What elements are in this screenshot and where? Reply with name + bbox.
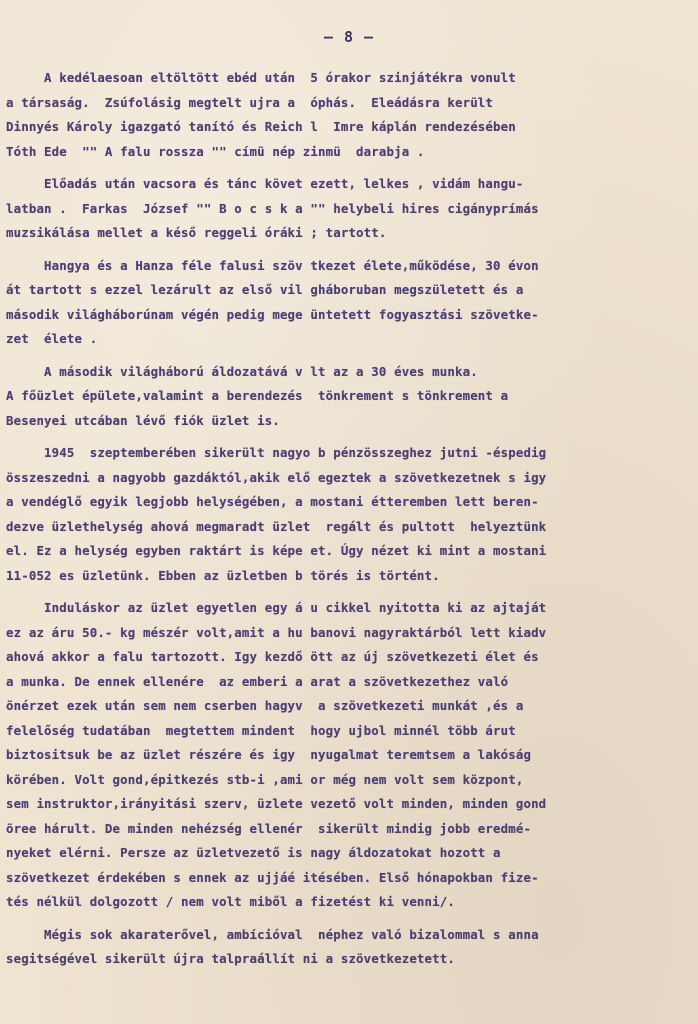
text-line: segitségével sikerült újra talpraállít ni a szövetkezetett. [6, 951, 455, 966]
page-number: — 8 — [323, 28, 375, 46]
paragraph [6, 254, 696, 352]
paragraph [6, 596, 696, 915]
text-line: Dinnyés Károly igazgató tanító és Reich l Imre káplán rendezésében [6, 119, 516, 134]
text-line: tés nélkül dolgozott / nem volt miből a fizetést ki venni/. [6, 894, 455, 909]
text-line: dezve üzlethelység ahová megmaradt üzlet regált és pultott helyeztünk [6, 518, 547, 534]
text-line: Tóth Ede "" A falu rossza "" címü nép zinmü darabja . [6, 143, 425, 159]
text-line: A kedélaesoan eltöltött ebéd után 5 órakor szinjátékra vonult [6, 70, 516, 85]
text-line: 11-052 es üzletünk. Ebben az üzletben b törés is történt. [6, 567, 440, 583]
text-line: nyeket elérni. Persze az üzletvezető is nagy áldozatokat hozott a [6, 845, 501, 860]
body-text [6, 66, 696, 972]
paragraph [6, 360, 696, 434]
text-line: Hangya és a Hanza féle falusi szöv tkezet élete,működése, 30 évon [6, 257, 539, 273]
paragraph [6, 441, 696, 588]
text-line: öree hárult. De minden nehézség ellenér sikerült mindig jobb eredmé- [6, 820, 532, 836]
text-line: át tartott s ezzel lezárult az első vil gháboruban megszületett és a [6, 282, 524, 297]
text-line: a társaság. Zsúfolásig megtelt ujra a óphás. Eleádásra került [6, 94, 494, 110]
text-line: körében. Volt gond,épitkezés stb-i ,ami or még nem volt sem központ, [6, 771, 524, 787]
text-line: második világháborúnam végén pedig mege üntetett fogyasztási szövetke- [6, 306, 539, 322]
text-line: sem instruktor,irányitási szerv, üzlete vezető volt minden, minden gond [6, 796, 547, 811]
text-line: felelőség tudatában megtettem mindent hogy ujbol minnél több árut [6, 722, 516, 738]
text-line: biztositsuk be az üzlet részére és igy nyugalmat teremtsem a lakóság [6, 747, 532, 762]
text-line: szövetkezet érdekében s ennek az ujjáé itésében. Első hónapokban fize- [6, 869, 539, 885]
text-line: Előadás után vacsora és tánc követ ezett, lelkes , vidám hangu- [6, 176, 524, 191]
text-line: Besenyei utcában lévő fiók üzlet is. [6, 412, 280, 428]
text-line: zet élete . [6, 331, 98, 346]
paragraph [6, 66, 696, 164]
text-line: a munka. De ennek ellenére az emberi a arat a szövetkezethez való [6, 673, 509, 689]
text-line: Induláskor az üzlet egyetlen egy á u cikkel nyitotta ki az ajtaját [6, 600, 547, 615]
text-line: el. Ez a helység egyben raktárt is képe et. Úgy nézet ki mint a mostani [6, 543, 547, 558]
text-line: A második világháború áldozatává v lt az a 30 éves munka. [6, 363, 478, 379]
paragraph [6, 172, 696, 246]
text-line: 1945 szeptemberében sikerült nagyo b pénzösszeghez jutni -éspedig [6, 445, 547, 460]
text-line: önérzet ezek után sem nem cserben hagyv a szövetkezeti munkát ,és a [6, 698, 524, 713]
text-line: ahová akkor a falu tartozott. Igy kezdő ött az új szövetkezeti élet és [6, 649, 539, 664]
text-line: A főüzlet épülete,valamint a berendezés tönkrement s tönkrement a [6, 388, 509, 403]
text-line: összeszedni a nagyobb gazdáktól,akik elő egeztek a szövetkezetnek s igy [6, 469, 547, 485]
text-line: a vendéglő egyik legjobb helységében, a mostani étteremben lett beren- [6, 494, 539, 509]
text-line: muzsikálása mellet a késő reggeli óráki ; tartott. [6, 225, 387, 240]
text-line: latban . Farkas József "" B o c s k a "" helybeli hires cigányprímás [6, 200, 539, 216]
text-line: Mégis sok akaraterővel, ambícióval néphez való bizalommal s anna [6, 926, 539, 942]
text-line: ez az áru 50.- kg mészér volt,amit a hu banovi nagyraktárból lett kiadv [6, 624, 547, 640]
paragraph [6, 923, 696, 972]
